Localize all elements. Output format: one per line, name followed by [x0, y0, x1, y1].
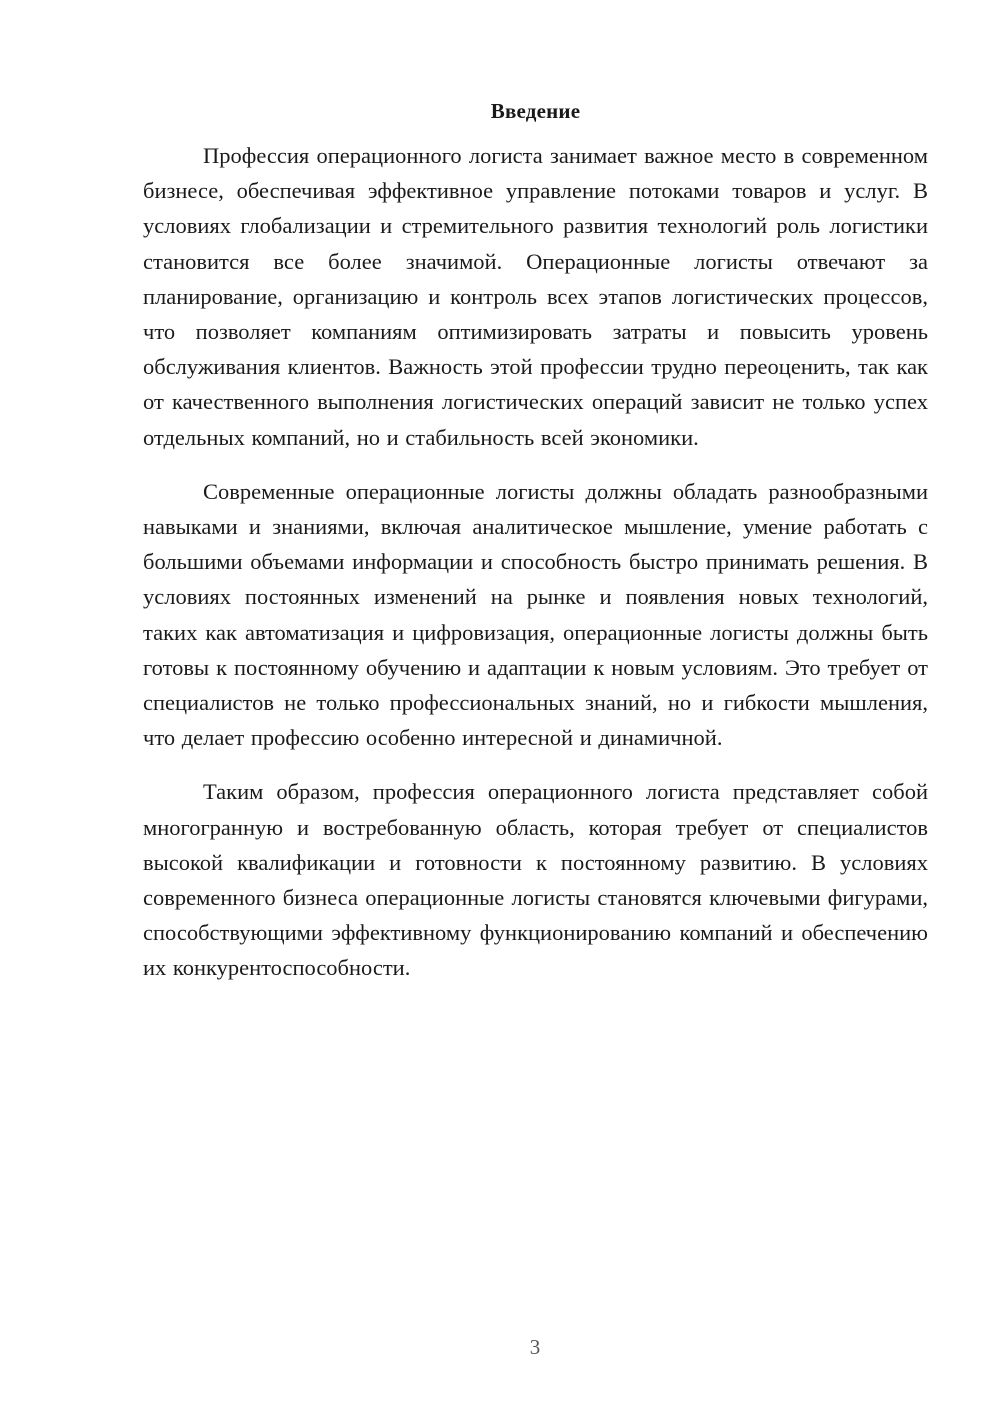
paragraph-1: Профессия операционного логиста занимает важное место в современном бизнесе, обеспечивая эффективное управление потоками товаров и услуг. В условиях глобализации и стремительного развития технологий роль логистики становится все более значимой. Операционные логисты отвечают за планирование, организацию и контроль всех этапов логистических процессов, что позволяет компаниям оптимизировать затраты и повысить уровень обслуживания клиентов. Важность этой профессии трудно переоценить, так как от качественного выполнения логистических операций зависит не только успех отдельных компаний, но и стабильность всей экономики.: [143, 143, 928, 450]
document-page: [143, 96, 928, 986]
paragraph-2: Современные операционные логисты должны обладать разнообразными навыками и знаниями, включая аналитическое мышление, умение работать с большими объемами информации и способность быстро принимать решения. В условиях постоянных изменений на рынке и появления новых технологий, таких как автоматизация и цифровизация, операционные логисты должны быть готовы к постоянному обучению и адаптации к новым условиям. Это требует от специалистов не только профессиональных знаний, но и гибкости мышления, что делает профессию особенно интересной и динамичной.: [143, 478, 928, 751]
page-number: 3: [529, 1335, 541, 1359]
section-heading: Введение: [490, 99, 581, 123]
paragraph-3: Таким образом, профессия операционного логиста представляет собой многогранную и востребованную область, которая требует от специалистов высокой квалификации и готовности к постоянному развитию. В условиях современного бизнеса операционные логисты становятся ключевыми фигурами, способствующими эффективному функционированию компаний и обеспечению их конкурентоспособности.: [143, 779, 928, 981]
